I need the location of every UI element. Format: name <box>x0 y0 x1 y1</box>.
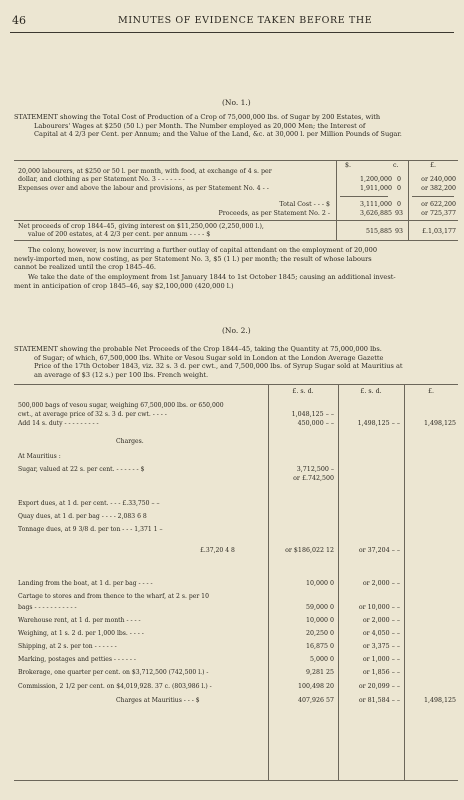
table2-col-b: or 2,000 – – <box>362 580 400 587</box>
table2-desc: Charges at Mauritius - - - $ <box>116 697 200 704</box>
table2-top-rule <box>14 384 458 385</box>
table2-col-b: or 1,000 – – <box>362 656 400 663</box>
table2-desc: bags - - - - - - - - - - - <box>18 604 77 611</box>
table1-row-desc: Expenses over and above the labour and provisions, as per Statement No. 4 - - <box>18 185 269 192</box>
table2-desc: 500,000 bags of vesou sugar, weighing 67,500,000 lbs. or 650,000 <box>18 402 224 409</box>
para-line: We take the date of the employment from 1st January 1844 to 1st October 1845; causing an additional invest- <box>28 273 396 281</box>
desc-line: dollar, and clothing as per Statement No. 3 - - - - - - - <box>18 176 185 183</box>
section2-label: (No. 2.) <box>222 326 251 335</box>
table1-head-pounds: £. <box>430 162 437 169</box>
table2-bottom-rule <box>14 780 458 781</box>
table1-total-label: Total Cost - - - $ <box>279 201 330 208</box>
table1-dollars: 515,885 <box>365 228 392 235</box>
table2-col-b: or 4,050 – – <box>362 630 400 637</box>
table2-col-a: 59,000 0 <box>305 604 334 611</box>
table2-col-b: or 1,856 – – <box>362 669 400 676</box>
table2-col-b: or 10,000 – – <box>358 604 400 611</box>
table1-top-rule <box>14 160 458 161</box>
table2-col-divider <box>404 384 405 780</box>
table2-col-a: 5,000 0 <box>309 656 334 663</box>
table2-col-a: 10,000 0 <box>305 580 334 587</box>
table2-col-a: 20,250 0 <box>305 630 334 637</box>
table1-pounds: or 725,377 <box>421 210 456 217</box>
section2-title-line: Price of the 17th October 1843, viz. 32 s. 3 d. per cwt., and 7,500,000 lbs. of Syrup Sugar sold at Mauritius at <box>34 362 403 371</box>
table1-cents: 0 <box>396 201 401 208</box>
section1-title <box>14 113 456 139</box>
table1-pounds: or 382,200 <box>421 185 456 192</box>
table1-cents: 93 <box>394 210 403 217</box>
table1-cents: 93 <box>394 228 403 235</box>
section1-title-line: STATEMENT showing the Total Cost of Production of a Crop of 75,000,000 lbs. of Sugar by 200 Estates, with <box>14 113 381 121</box>
table2-desc: Shipping, at 2 s. per ton - - - - - - <box>18 643 117 650</box>
paragraph-date <box>14 273 456 290</box>
table2-desc: Cartage to stores and from thence to the wharf, at 2 s. per 10 <box>18 593 209 600</box>
section2-title-line: an average of $3 (12 s.) per 100 lbs. French weight. <box>34 370 209 379</box>
section1-title-line: Labourers' Wages at $250 (50 l.) per Month. The Number employed as 20,000 Men; the Interest of <box>34 121 366 130</box>
running-header: MINUTES OF EVIDENCE TAKEN BEFORE THE <box>118 15 373 26</box>
table2-desc: Export dues, at 1 d. per cent. - - - £.33,750 – – <box>18 500 160 507</box>
table1-head-dollars: $. <box>345 162 352 169</box>
table1-cents: 0 <box>396 176 401 183</box>
table1-head-cents: c. <box>393 162 399 169</box>
table2-desc: Landing from the boat, at 1 d. per bag - - - - <box>18 580 153 587</box>
table1-pounds: or 622,200 <box>421 201 456 208</box>
table2-col-c: 1,498,125 <box>423 697 456 704</box>
table2-col-a: 1,048,125 – – <box>291 411 334 418</box>
table2-col-a: 16,875 0 <box>305 643 334 650</box>
table1-pounds: £.1,03,177 <box>421 228 456 235</box>
table1-proceeds-label: Proceeds, as per Statement No. 2 - <box>218 210 330 217</box>
header-rule <box>10 32 454 33</box>
table2-col-a: or £.742,500 <box>293 475 334 482</box>
para-line: cannot be realized until the crop 1845–46. <box>14 263 156 272</box>
sum-rule <box>340 196 388 197</box>
table2-col-a: 10,000 0 <box>305 617 334 624</box>
table1-dollars: 3,111,000 <box>359 201 392 208</box>
table2-col-a: 3,712,500 – <box>296 466 334 473</box>
table1-pounds: or 240,000 <box>421 176 456 183</box>
table2-desc: Sugar, valued at 22 s. per cent. - - - - - - $ <box>18 466 145 473</box>
section2-title-line: of Sugar; of which, 67,500,000 lbs. White or Vesou Sugar sold in London at the London Average Gazette <box>34 353 384 362</box>
table2-col-b: or 3,375 – – <box>362 643 400 650</box>
table1-row-desc <box>18 223 264 239</box>
table2-desc: Quay dues, at 1 d. per bag - - - - 2,083 6 8 <box>18 513 147 520</box>
table2-col-a: 450,000 – – <box>297 420 334 427</box>
section1-label: (No. 1.) <box>222 98 251 107</box>
para-line: ment in anticipation of crop 1845–46, say $2,100,000 (420,000 l.) <box>14 281 234 290</box>
table2-desc: At Mauritius : <box>18 453 61 460</box>
table1-cents: 0 <box>396 185 401 192</box>
table2-desc: Warehouse rent, at 1 d. per month - - - - <box>18 617 141 624</box>
table1-dollars: 3,626,885 <box>359 210 392 217</box>
table2-desc: £.37,20 4 8 <box>200 547 235 554</box>
paragraph-colony <box>14 246 456 272</box>
table1-bottom-rule <box>14 240 458 241</box>
table1-dollars: 1,200,000 <box>359 176 392 183</box>
table2-col-b: or 2,000 – – <box>362 617 400 624</box>
para-line: The colony, however, is now incurring a further outlay of capital attendant on the employment of 20,000 <box>28 246 378 254</box>
table2-col-b: or 20,099 – – <box>358 683 400 690</box>
table2-col-a: 100,498 20 <box>297 683 334 690</box>
desc-line: Net proceeds of crop 1844–45, giving interest on $11,250,000 (2,250,000 l.), <box>18 223 264 230</box>
table2-desc: cwt., at average price of 32 s. 3 d. per cwt. - - - - <box>18 411 167 418</box>
table2-desc: Marking, postages and petties - - - - - - <box>18 656 136 663</box>
table2-col-a: or $186,022 12 <box>285 547 334 554</box>
desc-line: value of 200 estates, at 4 2/3 per cent. per annum - - - - $ <box>28 231 211 238</box>
table2-head-b: £. s. d. <box>360 388 382 395</box>
table2-col-b: 1,498,125 – – <box>357 420 400 427</box>
sum-rule <box>412 196 454 197</box>
table2-col-a: 407,926 57 <box>297 697 334 704</box>
table2-col-b: or 37,204 – – <box>358 547 400 554</box>
table2-desc: Brokerage, one quarter per cent. on $3,712,500 (742,500 l.) - <box>18 669 209 676</box>
section2-title-line: STATEMENT showing the probable Net Proceeds of the Crop 1844–45, taking the Quantity at 75,000,000 lbs. <box>14 345 382 353</box>
section2-title <box>14 345 456 379</box>
para-line: newly-imported men, now costing, as per Statement No. 3, $5 (1 l.) per month; the result of whose labours <box>14 254 372 263</box>
table2-desc: Commission, 2 1/2 per cent. on $4,019,928. 37 c. (803,986 l.) - <box>18 683 212 690</box>
table2-desc: Tonnage dues, at 9 3/8 d. per ton - - - 1,371 1 – <box>18 526 163 533</box>
table2-col-a: 9,281 25 <box>305 669 334 676</box>
table2-col-b: or 81,584 – – <box>358 697 400 704</box>
table2-head-a: £. s. d. <box>292 388 314 395</box>
section1-title-line: Capital at 4 2/3 per Cent. per Annum; and the Value of the Land, &c. at 30,000 l. per Million Pounds of Sugar. <box>34 130 402 139</box>
table2-desc: Weighing, at 1 s. 2 d. per 1,000 lbs. - - - - <box>18 630 144 637</box>
table2-col-c: 1,498,125 <box>423 420 456 427</box>
table2-desc: Add 14 s. duty - - - - - - - - - <box>18 420 99 427</box>
table1-mid-rule <box>14 220 458 221</box>
table1-row-desc <box>18 168 272 184</box>
page-number: 46 <box>12 14 26 27</box>
table1-dollars: 1,911,000 <box>359 185 392 192</box>
table2-head-c: £. <box>427 388 434 395</box>
table2-desc: Charges. <box>116 438 144 445</box>
desc-line: 20,000 labourers, at $250 or 50 l. per month, with food, at exchange of 4 s. per <box>18 168 272 175</box>
